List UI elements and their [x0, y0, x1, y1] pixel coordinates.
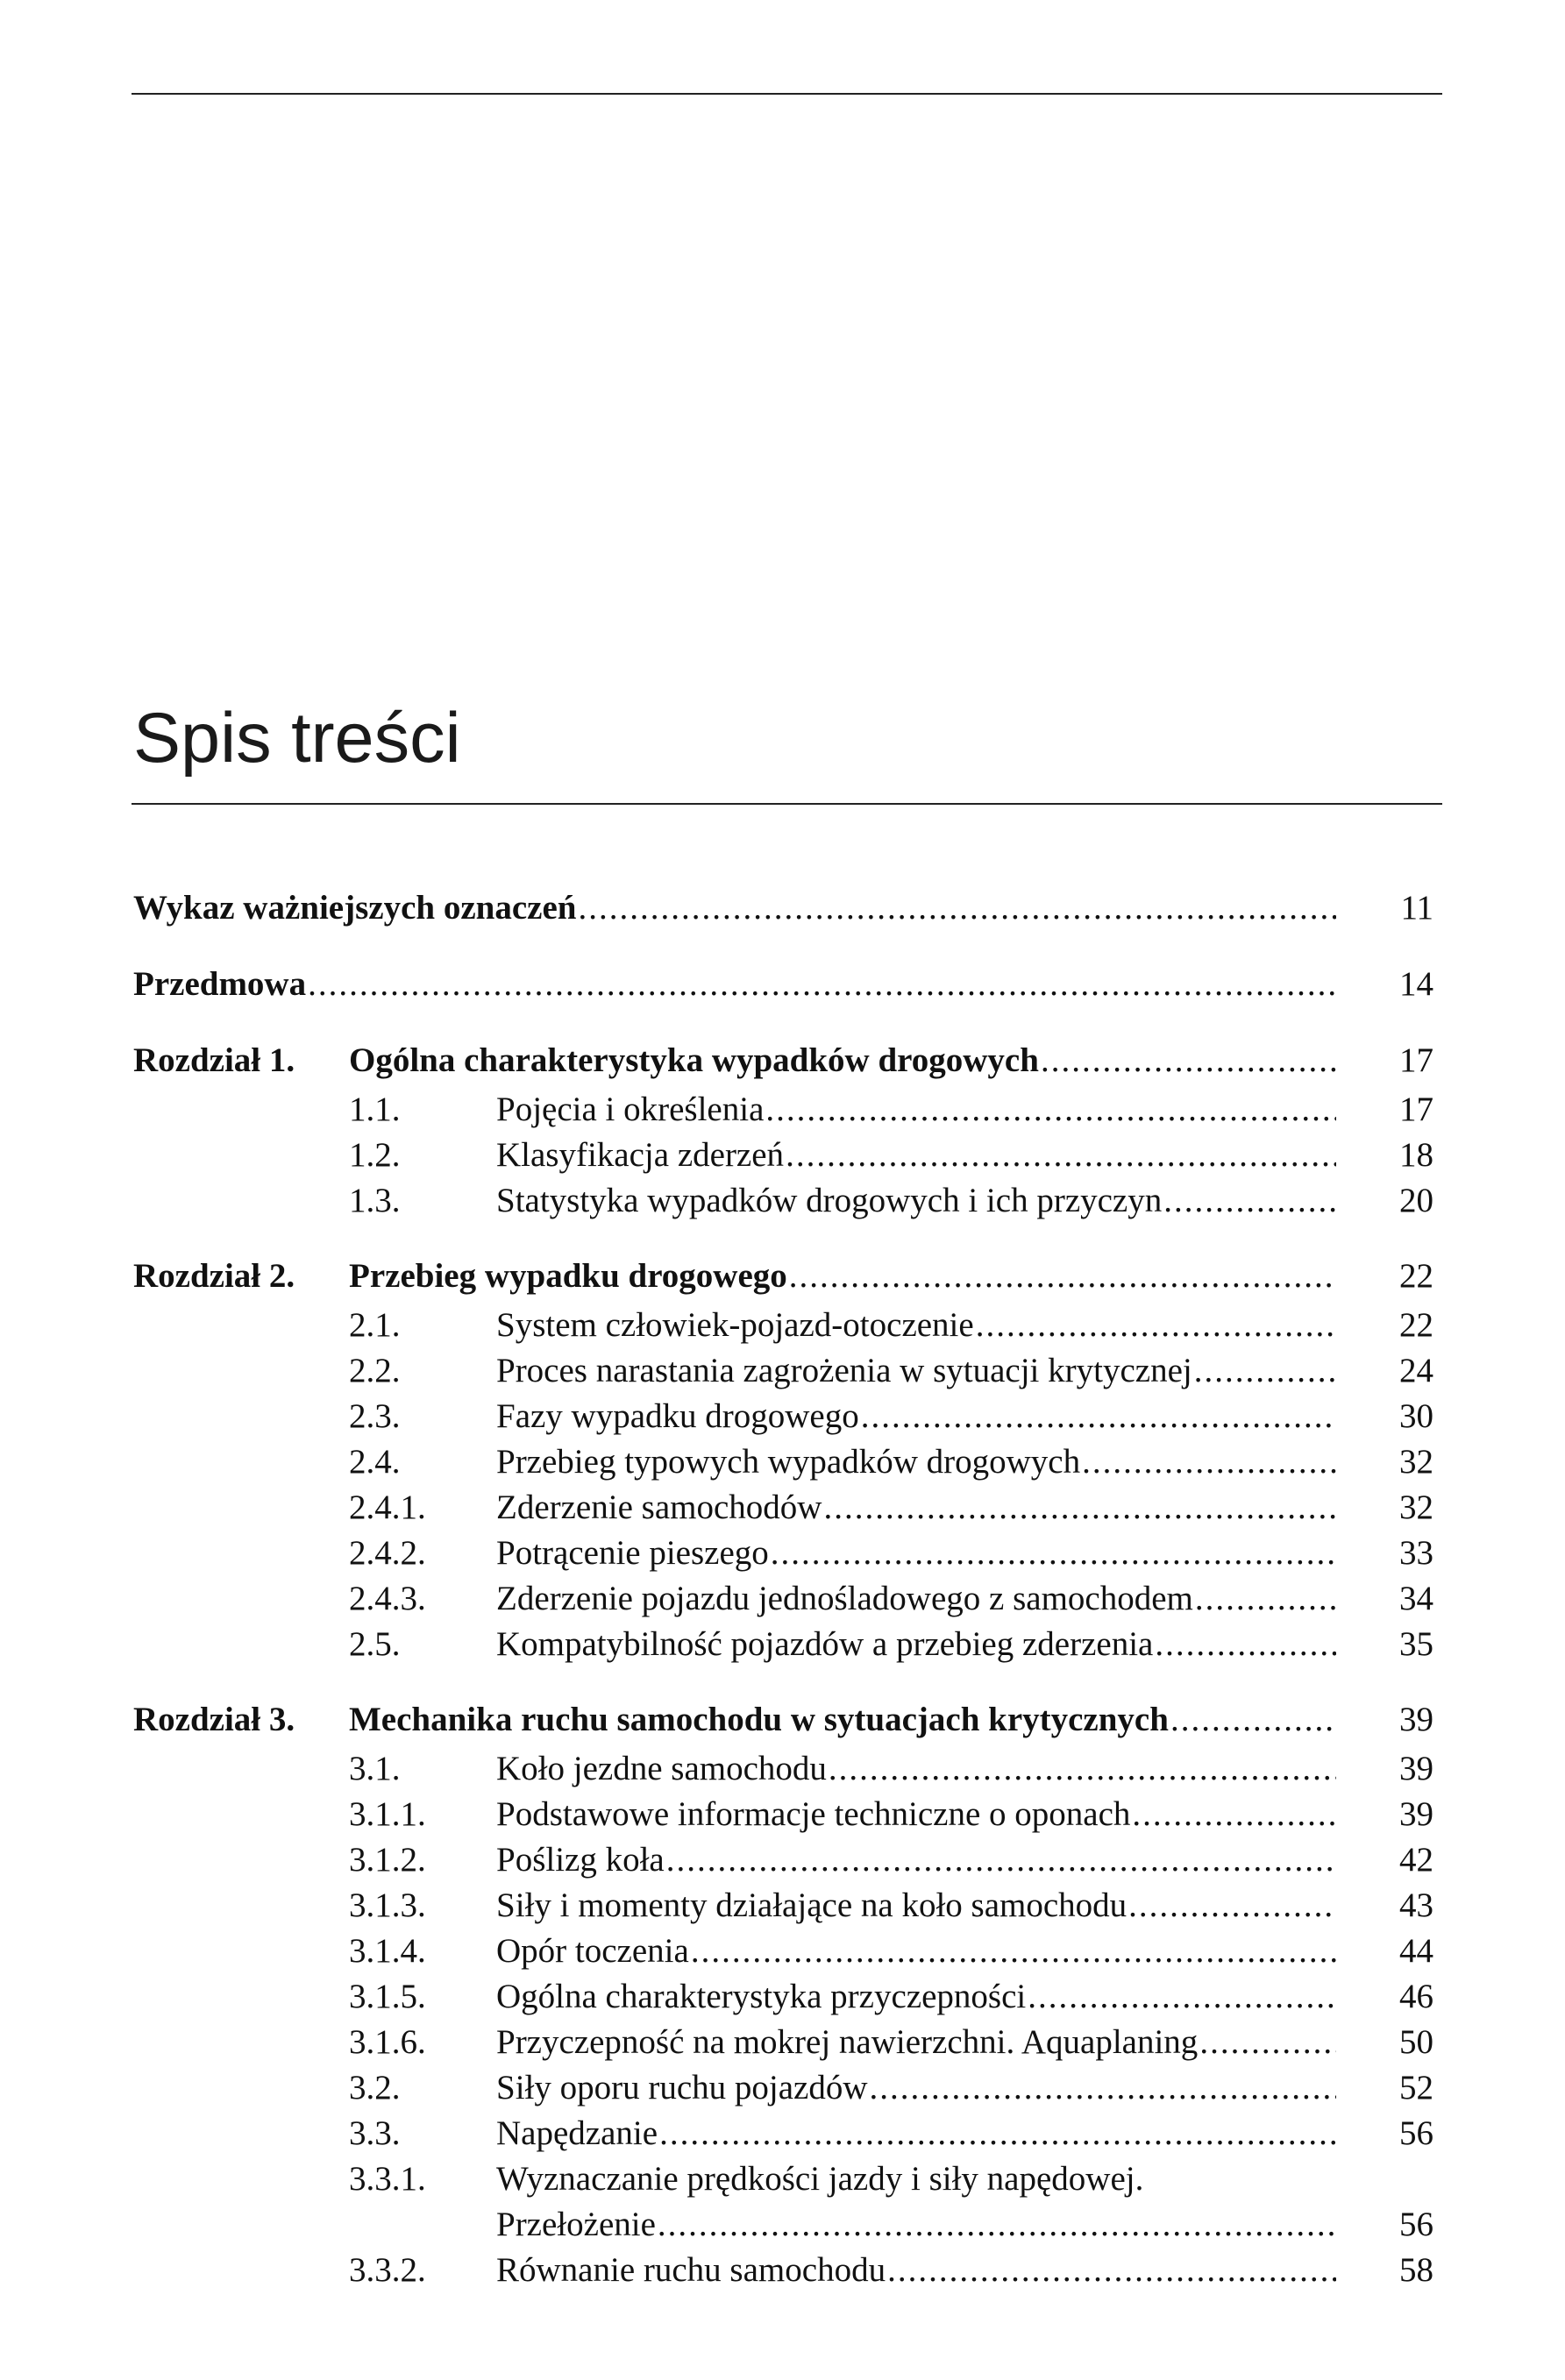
chapter-title: Mechanika ruchu samochodu w sytuacjach krytycznych	[349, 1701, 1169, 1738]
toc-section-entry[interactable]	[0, 1303, 1565, 1348]
section-title: Proces narastania zagrożenia w sytuacji krytycznej	[496, 1352, 1192, 1389]
dot-leader	[1163, 1178, 1336, 1224]
section-number: 3.3.1.	[349, 2160, 426, 2198]
section-title: Klasyfikacja zderzeń	[496, 1136, 785, 1174]
section-title: Zderzenie pojazdu jednośladowego z samochodem	[496, 1580, 1193, 1617]
section-title: Potrącenie pieszego	[496, 1534, 769, 1572]
section-number: 3.1.	[349, 1750, 401, 1787]
section-number: 3.2.	[349, 2069, 401, 2106]
dot-leader	[823, 1485, 1336, 1531]
section-title: Napędzanie	[496, 2114, 658, 2152]
toc-page-number: 56	[1399, 2114, 1433, 2152]
section-title: Siły oporu ruchu pojazdów	[496, 2069, 868, 2106]
dot-leader	[786, 1133, 1336, 1178]
chapter-label: Rozdział 2.	[133, 1257, 295, 1295]
toc-section-entry[interactable]	[0, 1394, 1565, 1439]
toc-section-entry-continuation[interactable]	[0, 2202, 1565, 2248]
section-number: 3.1.3.	[349, 1886, 426, 1924]
section-title: Równanie ruchu samochodu	[496, 2251, 886, 2289]
toc-page-number: 22	[1399, 1306, 1433, 1344]
section-title: Wyznaczanie prędkości jazdy i siły napędowej.	[496, 2160, 1144, 2198]
chapter-title: Ogólna charakterystyka wypadków drogowych	[349, 1041, 1039, 1079]
section-title: Przyczepność na mokrej nawierzchni. Aquaplaning	[496, 2023, 1199, 2061]
toc-section-entry[interactable]	[0, 2020, 1565, 2065]
toc-section-entry[interactable]	[0, 2065, 1565, 2111]
section-number: 2.4.1.	[349, 1488, 426, 1526]
toc-page-number: 33	[1399, 1534, 1433, 1572]
dot-leader	[789, 1254, 1336, 1299]
section-title: Zderzenie samochodów	[496, 1488, 822, 1526]
section-title: Ogólna charakterystyka przyczepności	[496, 1978, 1027, 2015]
section-number: 2.5.	[349, 1625, 401, 1663]
dot-leader	[658, 2202, 1336, 2248]
toc-section-entry[interactable]	[0, 1531, 1565, 1576]
toc-entry-front[interactable]	[0, 885, 1565, 931]
toc-entry-title: Przedmowa	[133, 965, 307, 1003]
dot-leader	[666, 1837, 1336, 1883]
dot-leader	[1028, 1974, 1336, 2020]
section-number: 3.1.2.	[349, 1841, 426, 1879]
toc-chapter-entry[interactable]	[0, 1038, 1565, 1083]
section-title: Podstawowe informacje techniczne o oponach	[496, 1795, 1131, 1833]
section-title: Siły i momenty działające na koło samochodu	[496, 1886, 1128, 1924]
toc-page-number: 32	[1399, 1443, 1433, 1481]
toc-section-entry[interactable]	[0, 1133, 1565, 1178]
toc-section-entry[interactable]	[0, 1439, 1565, 1485]
section-number: 1.3.	[349, 1182, 401, 1219]
dot-leader	[887, 2248, 1336, 2293]
chapter-title: Przebieg wypadku drogowego	[349, 1257, 787, 1295]
toc-entry-front[interactable]	[0, 962, 1565, 1007]
toc-chapter-entry[interactable]	[0, 1254, 1565, 1299]
toc-page-number: 35	[1399, 1625, 1433, 1663]
section-number: 1.1.	[349, 1091, 401, 1128]
toc-page-number: 58	[1399, 2251, 1433, 2289]
toc-section-entry[interactable]	[0, 1792, 1565, 1837]
section-title: Przebieg typowych wypadków drogowych	[496, 1443, 1081, 1481]
section-title: Pojęcia i określenia	[496, 1091, 765, 1128]
dot-leader	[1155, 1622, 1336, 1667]
dot-leader	[691, 1929, 1336, 1974]
dot-leader	[1041, 1038, 1336, 1083]
toc-section-entry[interactable]	[0, 1348, 1565, 1394]
dot-leader	[976, 1303, 1336, 1348]
toc-page-number: 20	[1399, 1182, 1433, 1219]
toc-page-number: 56	[1399, 2206, 1433, 2243]
toc-section-entry[interactable]	[0, 1576, 1565, 1622]
section-number: 2.4.	[349, 1443, 401, 1481]
toc-section-entry[interactable]	[0, 1974, 1565, 2020]
toc-page-number: 43	[1399, 1886, 1433, 1924]
dot-leader	[578, 885, 1336, 931]
dot-leader	[1199, 2020, 1336, 2065]
toc-page-number: 14	[1399, 965, 1433, 1003]
section-title: System człowiek-pojazd-otoczenie	[496, 1306, 974, 1344]
toc-section-entry[interactable]	[0, 1929, 1565, 1974]
toc-section-entry[interactable]	[0, 1178, 1565, 1224]
section-number: 2.1.	[349, 1306, 401, 1344]
section-number: 1.2.	[349, 1136, 401, 1174]
chapter-label: Rozdział 3.	[133, 1701, 295, 1738]
toc-page-number: 44	[1399, 1932, 1433, 1970]
toc-entry-title: Wykaz ważniejszych oznaczeń	[133, 889, 577, 927]
dot-leader	[829, 1746, 1336, 1792]
toc-page-number: 24	[1399, 1352, 1433, 1389]
section-number: 3.1.4.	[349, 1932, 426, 1970]
toc-page-number: 46	[1399, 1978, 1433, 2015]
toc-page-number: 39	[1399, 1701, 1433, 1738]
section-number: 3.1.5.	[349, 1978, 426, 2015]
chapter-label: Rozdział 1.	[133, 1041, 295, 1079]
section-number: 2.4.3.	[349, 1580, 426, 1617]
dot-leader	[1082, 1439, 1336, 1485]
toc-section-entry[interactable]	[0, 1883, 1565, 1929]
section-number: 2.2.	[349, 1352, 401, 1389]
toc-section-entry[interactable]	[0, 2248, 1565, 2293]
section-title: Koło jezdne samochodu	[496, 1750, 827, 1787]
toc-section-entry[interactable]	[0, 2111, 1565, 2156]
dot-leader	[1195, 1576, 1336, 1622]
toc-section-entry[interactable]	[0, 1087, 1565, 1133]
section-title: Poślizg koła	[496, 1841, 665, 1879]
toc-page-number: 17	[1399, 1041, 1433, 1079]
toc-page-number: 39	[1399, 1750, 1433, 1787]
section-title: Opór toczenia	[496, 1932, 689, 1970]
section-number: 3.3.	[349, 2114, 401, 2152]
section-title: Kompatybilność pojazdów a przebieg zderzenia	[496, 1625, 1154, 1663]
dot-leader	[861, 1394, 1336, 1439]
toc-page-number: 32	[1399, 1488, 1433, 1526]
section-number: 3.1.1.	[349, 1795, 426, 1833]
toc-section-entry[interactable]	[0, 1485, 1565, 1531]
dot-leader	[1194, 1348, 1336, 1394]
dot-leader	[771, 1531, 1336, 1576]
toc-page-number: 18	[1399, 1136, 1433, 1174]
toc-section-entry[interactable]	[0, 1837, 1565, 1883]
page-title: Spis treści	[133, 699, 461, 778]
toc-page-number: 30	[1399, 1397, 1433, 1435]
section-number: 2.3.	[349, 1397, 401, 1435]
dot-leader	[659, 2111, 1336, 2156]
toc-chapter-entry[interactable]	[0, 1697, 1565, 1743]
toc-page-number: 11	[1400, 889, 1433, 927]
section-title: Fazy wypadku drogowego	[496, 1397, 859, 1435]
toc-page-number: 50	[1399, 2023, 1433, 2061]
section-number: 3.1.6.	[349, 2023, 426, 2061]
dot-leader	[765, 1087, 1336, 1133]
section-title-continuation: Przełożenie	[496, 2206, 656, 2243]
dot-leader	[1132, 1792, 1336, 1837]
toc-section-entry[interactable]	[0, 1622, 1565, 1667]
section-number: 2.4.2.	[349, 1534, 426, 1572]
toc-page-number: 52	[1399, 2069, 1433, 2106]
dot-leader	[870, 2065, 1336, 2111]
section-title: Statystyka wypadków drogowych i ich przyczyn	[496, 1182, 1163, 1219]
toc-section-entry[interactable]	[0, 2156, 1565, 2202]
toc-page-number: 39	[1399, 1795, 1433, 1833]
dot-leader	[1128, 1883, 1336, 1929]
toc-section-entry[interactable]	[0, 1746, 1565, 1792]
toc-page-number: 22	[1399, 1257, 1433, 1295]
toc-page-number: 34	[1399, 1580, 1433, 1617]
dot-leader	[1170, 1697, 1336, 1743]
section-number: 3.3.2.	[349, 2251, 426, 2289]
toc-page-number: 42	[1399, 1841, 1433, 1879]
dot-leader	[308, 962, 1336, 1007]
toc-page-number: 17	[1399, 1091, 1433, 1128]
